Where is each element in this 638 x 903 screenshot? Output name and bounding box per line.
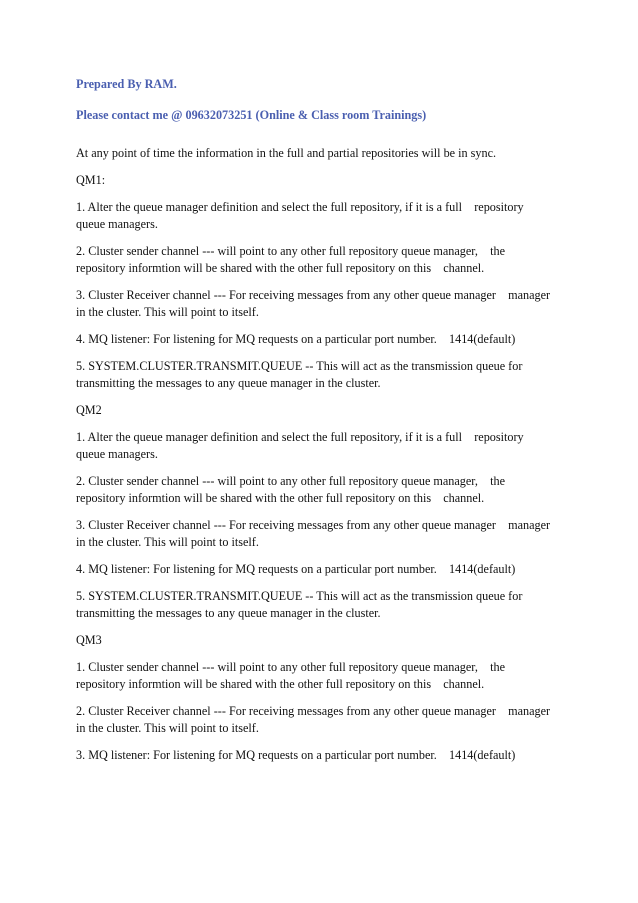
list-item-line: 1. Alter the queue manager definition and select the full repository, if it is a full repository bbox=[76, 430, 524, 444]
list-item bbox=[76, 287, 576, 321]
intro-paragraph: At any point of time the information in the full and partial repositories will be in sync. bbox=[76, 146, 497, 160]
list-item bbox=[76, 199, 576, 233]
list-item bbox=[76, 331, 576, 348]
list-item-line: repository informtion will be shared with the other full repository on this channel. bbox=[76, 261, 485, 275]
sections-container bbox=[76, 172, 576, 764]
list-item bbox=[76, 243, 576, 277]
list-item-line: in the cluster. This will point to itself. bbox=[76, 535, 259, 549]
contact-line: Please contact me @ 09632073251 (Online & Class room Trainings) bbox=[76, 108, 427, 122]
list-item-line: 4. MQ listener: For listening for MQ requests on a particular port number. 1414(default) bbox=[76, 562, 516, 576]
list-item-line: 2. Cluster sender channel --- will point to any other full repository queue manager, the bbox=[76, 244, 505, 258]
list-item bbox=[76, 703, 576, 737]
prepared-by-line: Prepared By RAM. bbox=[76, 77, 177, 91]
list-item-line: 2. Cluster Receiver channel --- For receiving messages from any other queue manager manager bbox=[76, 704, 551, 718]
list-item-line: 3. MQ listener: For listening for MQ requests on a particular port number. 1414(default) bbox=[76, 748, 516, 762]
list-item bbox=[76, 588, 576, 622]
list-item-line: 3. Cluster Receiver channel --- For receiving messages from any other queue manager manager bbox=[76, 518, 551, 532]
list-item bbox=[76, 517, 576, 551]
list-item bbox=[76, 473, 576, 507]
list-item-line: 1. Alter the queue manager definition and select the full repository, if it is a full repository bbox=[76, 200, 524, 214]
list-item-line: 5. SYSTEM.CLUSTER.TRANSMIT.QUEUE -- This will act as the transmission queue for bbox=[76, 359, 523, 373]
section-label: QM1: bbox=[76, 173, 106, 187]
list-item-line: transmitting the messages to any queue manager in the cluster. bbox=[76, 376, 381, 390]
list-item-line: repository informtion will be shared with the other full repository on this channel. bbox=[76, 677, 485, 691]
section-label: QM2 bbox=[76, 403, 102, 417]
list-item bbox=[76, 747, 576, 764]
list-item-line: 1. Cluster sender channel --- will point to any other full repository queue manager, the bbox=[76, 660, 505, 674]
list-item bbox=[76, 659, 576, 693]
list-item-line: in the cluster. This will point to itself. bbox=[76, 721, 259, 735]
list-item bbox=[76, 358, 576, 392]
list-item-line: 5. SYSTEM.CLUSTER.TRANSMIT.QUEUE -- This will act as the transmission queue for bbox=[76, 589, 523, 603]
list-item-line: 2. Cluster sender channel --- will point to any other full repository queue manager, the bbox=[76, 474, 505, 488]
document-body bbox=[76, 76, 576, 774]
section-label: QM3 bbox=[76, 633, 102, 647]
list-item-line: queue managers. bbox=[76, 447, 158, 461]
list-item-line: transmitting the messages to any queue manager in the cluster. bbox=[76, 606, 381, 620]
list-item-line: 3. Cluster Receiver channel --- For receiving messages from any other queue manager manager bbox=[76, 288, 551, 302]
list-item-line: 4. MQ listener: For listening for MQ requests on a particular port number. 1414(default) bbox=[76, 332, 516, 346]
list-item bbox=[76, 429, 576, 463]
list-item bbox=[76, 561, 576, 578]
list-item-line: repository informtion will be shared with the other full repository on this channel. bbox=[76, 491, 485, 505]
list-item-line: queue managers. bbox=[76, 217, 158, 231]
list-item-line: in the cluster. This will point to itself. bbox=[76, 305, 259, 319]
